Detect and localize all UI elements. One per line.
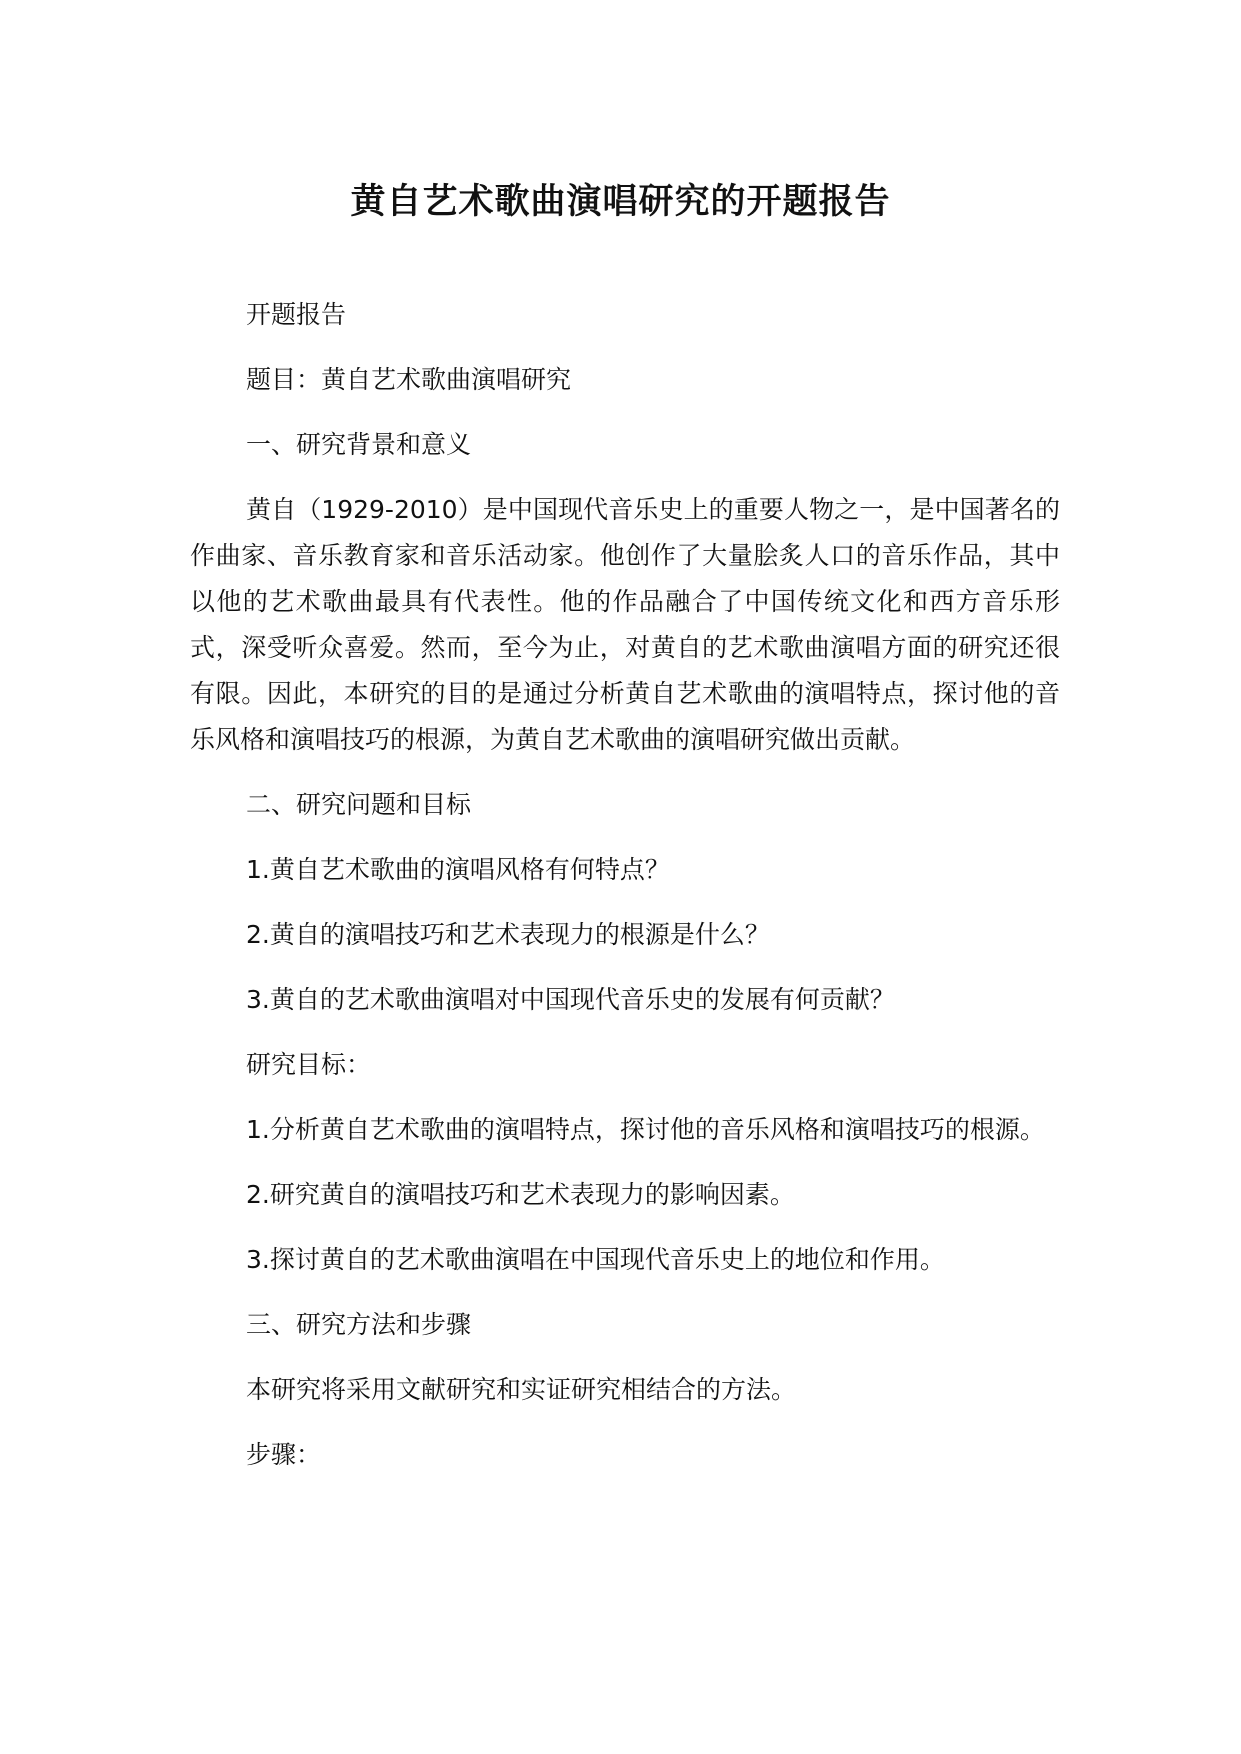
question-item-2: 2.黄自的演唱技巧和艺术表现力的根源是什么？ xyxy=(246,920,770,949)
goals-heading: 研究目标： xyxy=(246,1050,372,1079)
goal-item-2: 2.研究黄自的演唱技巧和艺术表现力的影响因素。 xyxy=(246,1180,795,1209)
paragraph-topic: 题目：黄自艺术歌曲演唱研究 xyxy=(246,365,572,394)
question-item-3: 3.黄自的艺术歌曲演唱对中国现代音乐史的发展有何贡献？ xyxy=(246,985,895,1014)
paragraph-heading-report: 开题报告 xyxy=(246,300,347,329)
goal-item-1: 1.分析黄自艺术歌曲的演唱特点，探讨他的音乐风格和演唱技巧的根源。 xyxy=(246,1115,1045,1144)
paragraph-background: 黄自（1929-2010）是中国现代音乐史上的重要人物之一，是中国著名的作曲家、音乐教育家和音乐活动家。他创作了大量脍炙人口的音乐作品，其中以他的艺术歌曲最具有代表性。他的作品融合了中国传统文化和西方音乐形式，深受听众喜爱。然而，至今为止，对黄自的艺术歌曲演唱方面的研究还很有限。因此，本研究的目的是通过分析黄自艺术歌曲的演唱特点，探讨他的音乐风格和演唱技巧的根源，为黄自艺术歌曲的演唱研究做出贡献。 xyxy=(190,495,1060,754)
section-heading-questions: 二、研究问题和目标 xyxy=(246,790,472,819)
section-heading-methods: 三、研究方法和步骤 xyxy=(246,1310,472,1339)
question-item-1: 1.黄自艺术歌曲的演唱风格有何特点？ xyxy=(246,855,670,884)
document-title: 黄自艺术歌曲演唱研究的开题报告 xyxy=(350,182,891,222)
document-body xyxy=(190,292,1060,1497)
steps-heading: 步骤： xyxy=(246,1440,322,1469)
goal-item-3: 3.探讨黄自的艺术歌曲演唱在中国现代音乐史上的地位和作用。 xyxy=(246,1245,945,1274)
section-heading-background: 一、研究背景和意义 xyxy=(246,430,472,459)
paragraph-methods: 本研究将采用文献研究和实证研究相结合的方法。 xyxy=(246,1375,797,1404)
